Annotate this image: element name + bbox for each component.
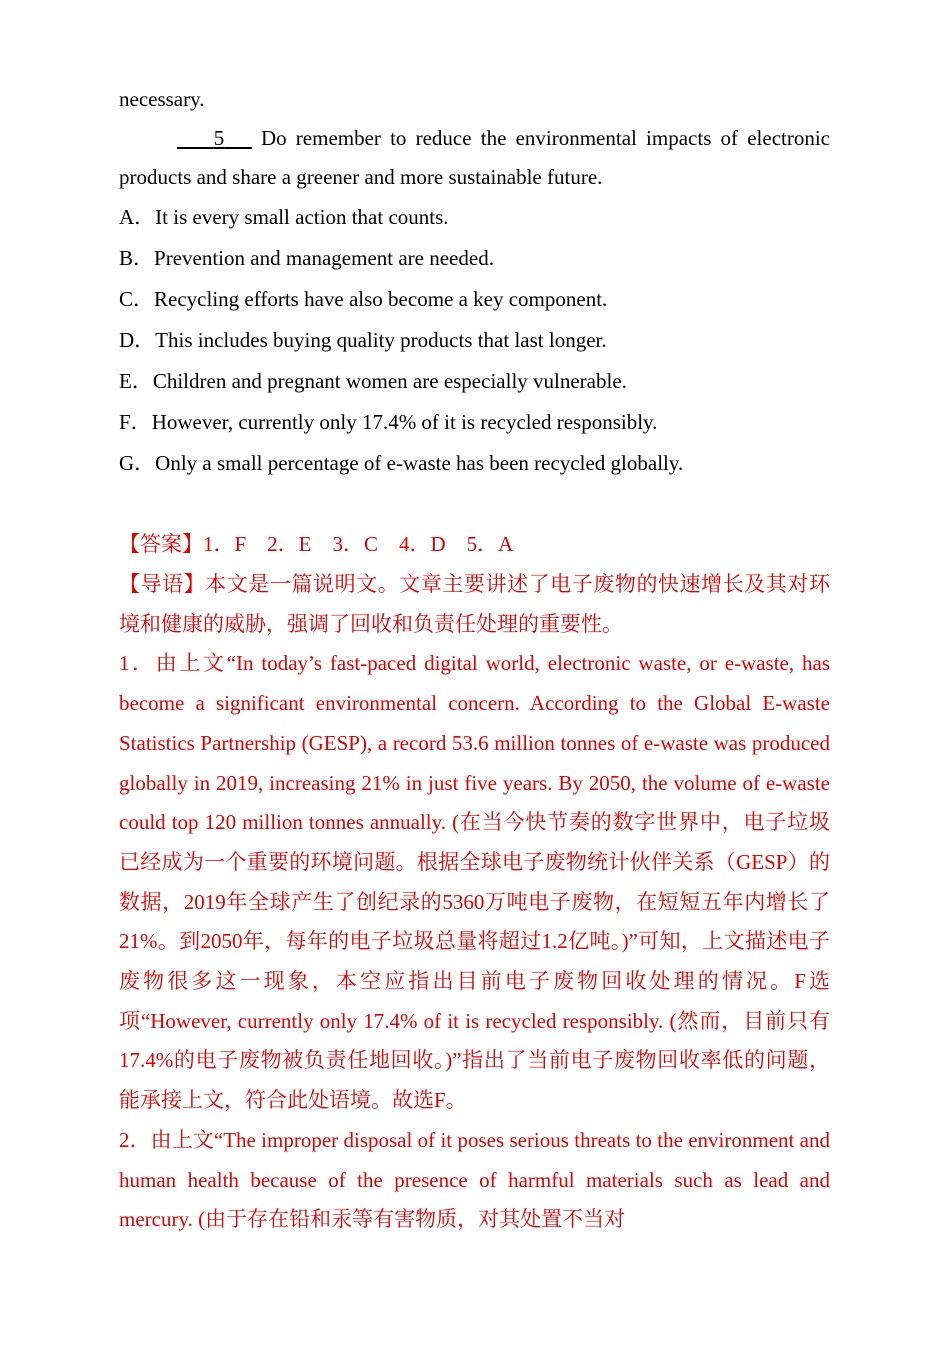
guide-text: 本文是一篇说明文。文章主要讲述了电子废物的快速增长及其对环境和健康的威胁，强调了回收和负责任处理的重要性。 <box>119 572 830 636</box>
blank-5: 5 <box>213 126 225 150</box>
explanation-1 <box>119 644 830 1120</box>
guide-label: 【导语】 <box>119 572 206 596</box>
option-e: E．Children and pregnant women are especially vulnerable. <box>119 369 627 393</box>
option-c: C．Recycling efforts have also become a key component. <box>119 287 608 311</box>
passage-sentence: Do remember to reduce the environmental impacts of electronic products and share a greener and more sustainable future. <box>119 126 830 189</box>
guide-paragraph <box>119 565 830 644</box>
options-list <box>119 197 830 484</box>
explanation-text: 由上文“The improper disposal of it poses serious threats to the environment and human health because of the presence of harmful materials such as lead and mercury. (由于存在铅和汞等有害物质，对其处置不当对 <box>119 1127 830 1232</box>
explanation-number: 1． <box>119 651 156 676</box>
option-g: G．Only a small percentage of e-waste has been recycled globally. <box>119 451 684 475</box>
answer-line <box>119 524 830 565</box>
option-d: D．This includes buying quality products that last longer. <box>119 328 607 352</box>
option-a: A．It is every small action that counts. <box>119 205 449 229</box>
option-f: F．However, currently only 17.4% of it is recycled responsibly. <box>119 410 658 434</box>
explanation-number: 2． <box>119 1127 151 1152</box>
spacer <box>119 484 830 524</box>
answer-text: 1．F 2．E 3．C 4．D 5．A <box>203 532 514 556</box>
explanation-2 <box>119 1121 830 1240</box>
passage-line-end: necessary. <box>119 87 205 111</box>
explanation-text: 由上文“In today’s fast-paced digital world, electronic waste, or e-waste, has become a significant environmental concern. According to the Global E-waste Statistics Partnership (GESP), a record 53.6 million tonnes of e-waste was produced globally in 2019, increasing 21% in just five years. By 2050, the volume of e-waste could top 120 million tonnes annually. (在当今快节奏的数字世界中，电子垃圾已经成为一个重要的环境问题。根据全球电子废物统计伙伴关系（GESP）的数据，2019年全球产生了创纪录的5360万吨电子废物，在短短五年内增长了21%。到2050年，每年的电子垃圾总量将超过1.2亿吨。)”可知，上文描述电子废物很多这一现象，本空应指出目前电子废物回收处理的情况。F选项“However, currently only 17.4% of it is recycled responsibly. (然而，目前只有17.4%的电子废物被负责任地回收。)”指出了当前电子废物回收率低的问题，能承接上文，符合此处语境。故选F。 <box>119 651 831 1113</box>
option-b: B．Prevention and management are needed. <box>119 246 494 270</box>
document-page <box>119 80 830 1240</box>
answer-label: 【答案】 <box>119 532 203 556</box>
passage-paragraph <box>119 119 830 197</box>
